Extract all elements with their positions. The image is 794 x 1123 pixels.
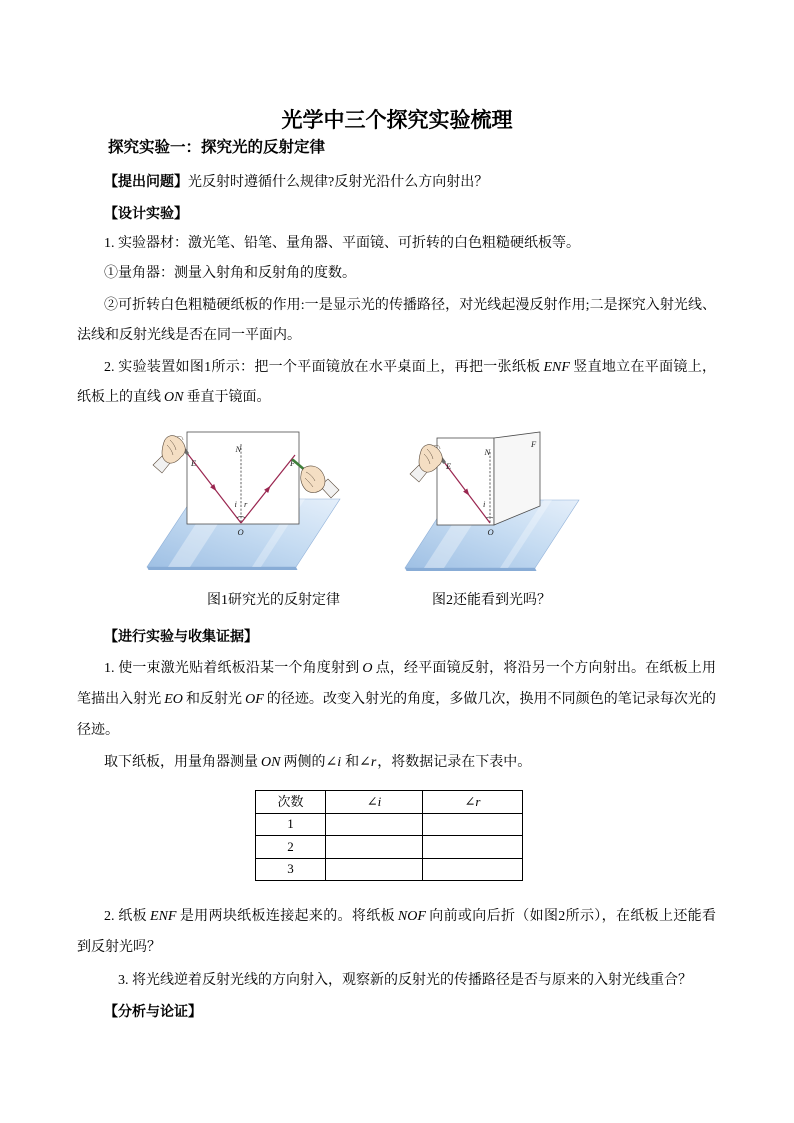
procedure-step-1-line-2 <box>77 690 716 710</box>
cell-angle-r <box>423 836 523 859</box>
figure-1-caption: 图1研究光的反射定律 <box>207 593 340 608</box>
text-segment: 纸板上的直线 <box>77 390 161 405</box>
label-i: i <box>234 499 237 509</box>
angle-var-i: i <box>377 793 382 809</box>
design-note-2-line-2: 法线和反射光线是否在同一平面内。 <box>77 328 301 343</box>
cell-angle-i <box>326 858 423 881</box>
data-table <box>255 790 523 881</box>
angle-symbol: ∠ <box>464 793 476 809</box>
procedure-step-2-line-2: 到反射光吗？ <box>77 940 161 955</box>
row-number: 1 <box>256 813 326 836</box>
design-note-2-line-1: ②可折转白色粗糙硬纸板的作用:一是显示光的传播路径，对光线起漫反射作用;二是探究入射光线、 <box>104 298 716 313</box>
design-item-1: 1. 实验器材：激光笔、铅笔、量角器、平面镜、可折转的白色粗糙硬纸板等。 <box>104 236 580 251</box>
experiment-heading: 探究实验一：探究光的反射定律 <box>108 139 326 156</box>
label-o: O <box>237 527 244 537</box>
design-item-2-line-2 <box>77 388 716 408</box>
table-header-row <box>256 791 523 814</box>
cell-angle-r <box>423 813 523 836</box>
label-e: E <box>446 461 452 471</box>
cell-angle-i <box>326 813 423 836</box>
symbol-enf: ENF <box>543 360 570 375</box>
design-note-1: ①量角器：测量入射角和反射角的度数。 <box>104 266 356 281</box>
text-segment: 取下纸板，用量角器测量 <box>104 755 258 770</box>
text-segment: 1. 使一束激光贴着纸板沿某一个角度射到 <box>104 661 360 676</box>
question-paragraph <box>104 171 716 191</box>
row-number: 3 <box>256 858 326 881</box>
table-row <box>256 813 523 836</box>
procedure-step-1-line-3: 径迹。 <box>77 723 119 738</box>
symbol-on: ON <box>261 755 281 770</box>
text-segment: 两侧的∠ <box>283 755 338 770</box>
procedure-measure <box>104 753 716 773</box>
procedure-tag: 【进行实验与收集证据】 <box>104 628 258 644</box>
hand-with-pen-icon <box>293 460 339 498</box>
design-item-2-line-1 <box>104 358 716 378</box>
angle-symbol: ∠ <box>366 793 378 809</box>
angle-var-r: r <box>475 793 481 809</box>
text-segment: 和∠ <box>345 755 371 770</box>
design-tag: 【设计实验】 <box>104 205 188 221</box>
hand-shape <box>301 466 325 493</box>
label-n: N <box>484 447 491 457</box>
text-segment: 是用两块纸板连接起来的。将纸板 <box>179 909 395 924</box>
text-segment: 2. 实验装置如图1所示：把一个平面镜放在水平桌面上，再把一张纸板 <box>104 360 541 375</box>
procedure-step-2-line-1 <box>104 907 716 927</box>
header-angle-i <box>326 791 423 814</box>
procedure-step-3: 3. 将光线逆着反射光线的方向射入，观察新的反射光的传播路径是否与原来的入射光线重合？ <box>118 973 692 988</box>
header-angle-r <box>423 791 523 814</box>
table-row <box>256 858 523 881</box>
cell-angle-r <box>423 858 523 881</box>
symbol-of: OF <box>245 692 264 707</box>
label-o: O <box>487 527 494 537</box>
question-tag: 【提出问题】 <box>104 173 188 189</box>
symbol-r: r <box>370 755 377 770</box>
symbol-on: ON <box>164 390 184 405</box>
text-segment: 向前或向后折（如图2所示），在纸板上还能看 <box>428 909 717 924</box>
figure-1-illustration <box>140 428 345 573</box>
header-count: 次数 <box>256 791 326 814</box>
label-n: N <box>235 444 242 454</box>
table-row <box>256 836 523 859</box>
label-i: i <box>483 499 486 509</box>
mirror-edge <box>147 567 298 570</box>
text-segment: 笔描出入射光 <box>77 692 162 707</box>
page-title: 光学中三个探究实验梳理 <box>281 108 513 132</box>
symbol-o: O <box>362 661 373 676</box>
symbol-nof: NOF <box>397 909 426 924</box>
mirror-edge <box>405 568 537 571</box>
text-segment: 和反射光 <box>185 692 243 707</box>
symbol-i: i <box>337 755 342 770</box>
cell-angle-i <box>326 836 423 859</box>
text-segment: ，将数据记录在下表中。 <box>377 755 532 770</box>
hand-shape <box>162 436 185 464</box>
paper-board <box>187 432 299 524</box>
analysis-tag: 【分析与论证】 <box>104 1003 202 1019</box>
text-segment: 竖直地立在平面镜上， <box>572 360 717 375</box>
hand-with-laser-icon <box>153 436 187 473</box>
figure-2-caption: 图2还能看到光吗？ <box>432 593 551 608</box>
label-e: E <box>191 458 197 468</box>
figure-2-illustration <box>400 428 585 573</box>
text-segment: 点，经平面镜反射，将沿另一个方向射出。在纸板上用 <box>375 661 716 676</box>
text-segment: 的径迹。改变入射光的角度，多做几次，换用不同颜色的笔记录每次光的 <box>266 692 717 707</box>
label-f: F <box>290 458 296 468</box>
row-number: 2 <box>256 836 326 859</box>
symbol-enf: ENF <box>150 909 177 924</box>
label-r: r <box>244 499 248 509</box>
question-text: 光反射时遵循什么规律?反射光沿什么方向射出？ <box>188 175 489 190</box>
procedure-step-1-line-1 <box>104 659 716 679</box>
label-f: F <box>531 439 537 449</box>
text-segment: 2. 纸板 <box>104 909 148 924</box>
symbol-eo: EO <box>164 692 183 707</box>
text-segment: 垂直于镜面。 <box>186 390 271 405</box>
